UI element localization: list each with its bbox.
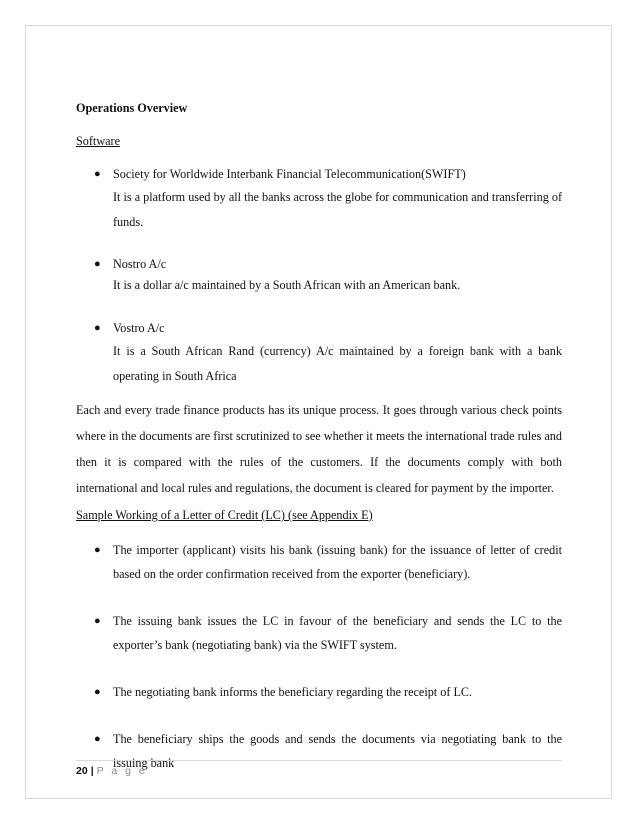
- list-item: [76, 680, 562, 704]
- list-item-text: The beneficiary ships the goods and sends the documents via negotiating bank to the issuing bank: [113, 732, 562, 770]
- page-number: 20: [76, 765, 88, 777]
- list-item-desc: It is a dollar a/c maintained by a South African with an American bank.: [113, 278, 461, 292]
- lc-steps-list: [76, 538, 562, 775]
- bullet-icon: ●: [94, 544, 101, 556]
- bullet-icon: ●: [94, 168, 101, 180]
- page-label: P a g e: [96, 765, 148, 777]
- list-item-desc: It is a South African Rand (currency) A/c maintained by a foreign bank with a bank operating in South Africa: [113, 344, 562, 383]
- list-item: [76, 164, 562, 235]
- list-item-text: The negotiating bank informs the beneficiary regarding the receipt of LC.: [113, 685, 473, 699]
- footer-separator: |: [90, 765, 94, 777]
- list-item: [76, 318, 562, 389]
- list-item-text: The importer (applicant) visits his bank (issuing bank) for the issuance of letter of credit based on the order confirmation received from the exporter (beneficiary).: [113, 543, 562, 581]
- list-item-title: Society for Worldwide Interbank Financial Telecommunication(SWIFT): [113, 167, 466, 181]
- section-heading: Operations Overview: [76, 101, 188, 115]
- list-item-text: The issuing bank issues the LC in favour of the beneficiary and sends the LC to the exporter’s bank (negotiating bank) via the SWIFT system.: [113, 614, 562, 652]
- list-item: [76, 254, 562, 296]
- page-content: [76, 88, 562, 775]
- body-paragraph: Each and every trade finance products has its unique process. It goes through various check points where in the documents are first scrutinized to see whether it meets the international trade rules and then it is compared with the rules of the customers. If the documents comply with both international and local rules and regulations, the document is cleared for payment by the importer.: [76, 403, 562, 495]
- bullet-icon: ●: [94, 733, 101, 745]
- document-page: [25, 25, 612, 799]
- software-heading: Software: [76, 134, 120, 148]
- list-item: [76, 538, 562, 586]
- lc-heading: Sample Working of a Letter of Credit (LC) (see Appendix E): [76, 508, 373, 522]
- bullet-icon: ●: [94, 322, 101, 334]
- list-item-title: Nostro A/c: [113, 257, 167, 271]
- list-item-title: Vostro A/c: [113, 321, 165, 335]
- list-item: [76, 609, 562, 657]
- bullet-icon: ●: [94, 258, 101, 270]
- bullet-icon: ●: [94, 686, 101, 698]
- page-footer: [76, 760, 562, 777]
- software-list: [76, 164, 562, 389]
- bullet-icon: ●: [94, 615, 101, 627]
- list-item-desc: It is a platform used by all the banks across the globe for communication and transferring of funds.: [113, 190, 562, 229]
